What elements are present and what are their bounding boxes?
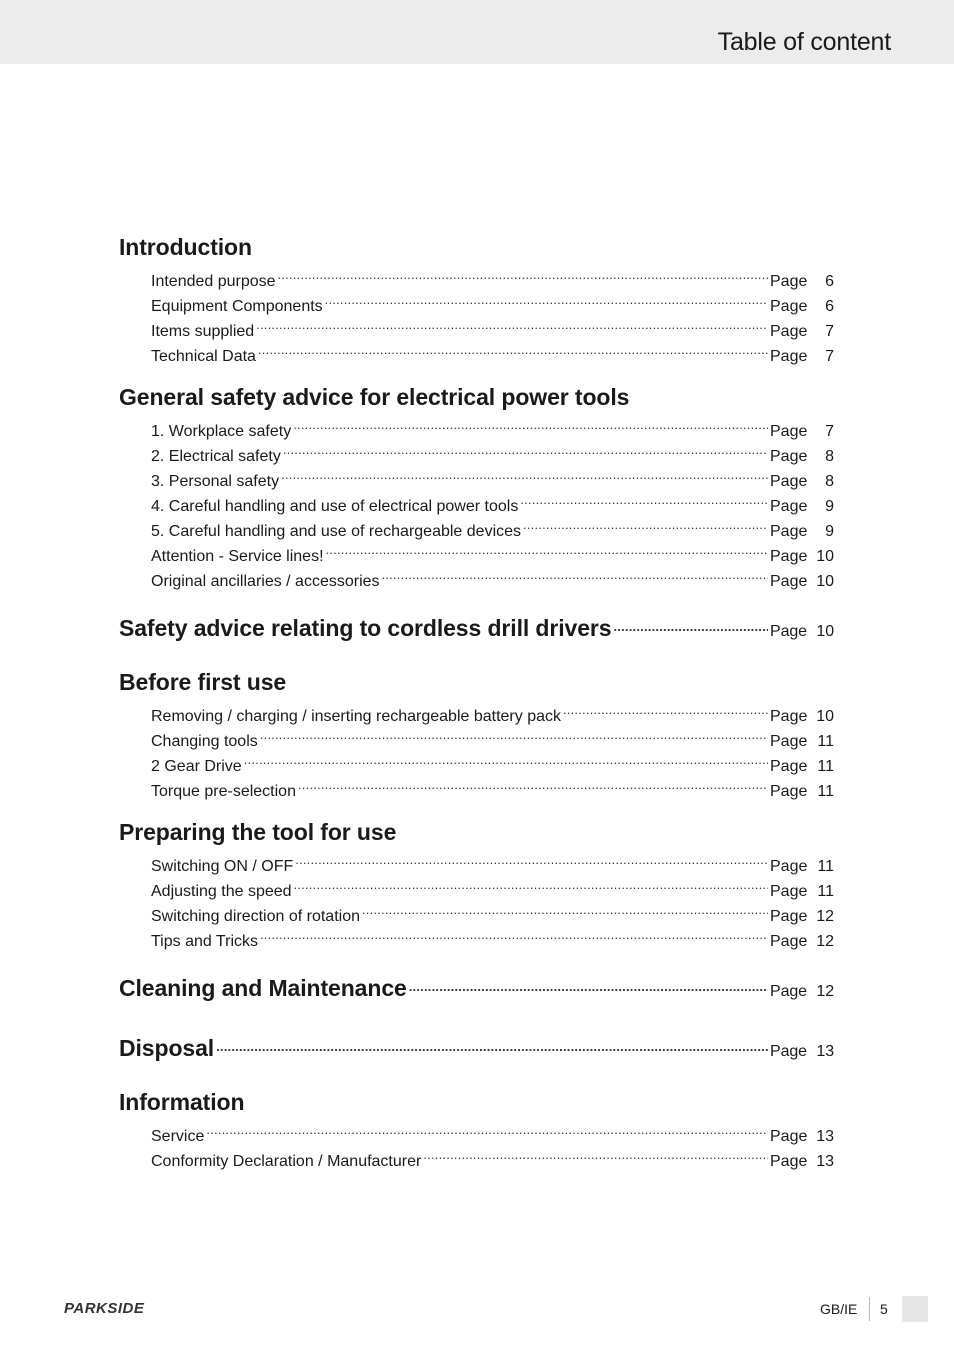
entry-label: Tips and Tricks xyxy=(151,933,258,950)
toc-section xyxy=(119,1028,834,1066)
page-ref: 8 xyxy=(825,448,834,465)
dot-leader xyxy=(409,968,768,996)
page-word: Page xyxy=(770,883,808,900)
section-spacer xyxy=(119,1006,834,1028)
section-spacer xyxy=(119,646,834,668)
region-label: GB/IE xyxy=(820,1301,858,1317)
page-word: Page xyxy=(770,758,808,775)
dot-leader xyxy=(293,411,768,436)
entry-label: 3. Personal safety xyxy=(151,473,280,490)
section-heading xyxy=(119,818,834,846)
dot-leader xyxy=(216,1028,768,1056)
section-heading-text: Preparing the tool for use xyxy=(119,819,397,845)
toc-entry[interactable] xyxy=(151,261,834,290)
dot-leader xyxy=(278,261,768,286)
entry-label: Attention - Service lines! xyxy=(151,548,324,565)
toc-entry[interactable] xyxy=(151,411,834,440)
section-heading-text: Safety advice relating to cordless drill drivers xyxy=(119,615,612,641)
toc-section xyxy=(119,968,834,1006)
entry-label: Removing / charging / inserting rechargeable battery pack xyxy=(151,708,561,725)
page-ref: 12 xyxy=(816,933,834,950)
entry-label: Switching ON / OFF xyxy=(151,858,294,875)
page-word: Page xyxy=(770,473,808,490)
section-heading-text: Before first use xyxy=(119,669,287,695)
dot-leader xyxy=(294,871,768,896)
page-ref: 13 xyxy=(816,1043,834,1060)
dot-leader xyxy=(258,336,768,361)
header-bar xyxy=(0,0,954,64)
page-ref: 11 xyxy=(817,758,834,775)
page-word: Page xyxy=(770,733,808,750)
page-word: Page xyxy=(770,1043,807,1060)
section-heading xyxy=(119,233,834,261)
entry-label: 1. Workplace safety xyxy=(151,423,292,440)
page-ref: 12 xyxy=(816,983,834,1000)
dot-leader xyxy=(206,1116,768,1141)
toc-entry[interactable] xyxy=(151,846,834,875)
page-ref: 10 xyxy=(816,573,834,590)
entry-label: 5. Careful handling and use of rechargeable devices xyxy=(151,523,522,540)
page-word: Page xyxy=(770,573,808,590)
toc-section xyxy=(119,1088,834,1170)
entry-label: Switching direction of rotation xyxy=(151,908,360,925)
page-ref: 11 xyxy=(817,783,834,800)
page-ref: 7 xyxy=(825,348,834,365)
dot-leader xyxy=(281,461,768,486)
dot-leader xyxy=(295,846,768,871)
section-heading-text: Information xyxy=(119,1089,245,1115)
page-word: Page xyxy=(770,273,808,290)
page-ref: 6 xyxy=(825,273,834,290)
entry-label: 2. Electrical safety xyxy=(151,448,281,465)
page-ref: 11 xyxy=(817,733,834,750)
toc-section xyxy=(119,818,834,950)
page-word: Page xyxy=(770,623,807,640)
toc-section xyxy=(119,233,834,365)
page-ref: 6 xyxy=(825,298,834,315)
toc-entry[interactable] xyxy=(151,1116,834,1145)
page-ref: 7 xyxy=(825,423,834,440)
page-word: Page xyxy=(770,783,808,800)
section-heading-text: Introduction xyxy=(119,234,252,260)
entry-label: Original ancillaries / accessories xyxy=(151,573,380,590)
footer-divider xyxy=(869,1297,870,1321)
page-word: Page xyxy=(770,448,808,465)
entry-label: Technical Data xyxy=(151,348,256,365)
dot-leader xyxy=(260,721,768,746)
entry-label: Conformity Declaration / Manufacturer xyxy=(151,1153,422,1170)
page-number: 5 xyxy=(880,1301,888,1317)
page-word: Page xyxy=(770,348,808,365)
page-ref: 9 xyxy=(825,523,834,540)
page-word: Page xyxy=(770,1153,808,1170)
section-heading xyxy=(119,1028,834,1066)
dot-leader xyxy=(326,536,768,561)
page-ref: 10 xyxy=(816,623,834,640)
page-word: Page xyxy=(770,908,808,925)
entry-label: Adjusting the speed xyxy=(151,883,292,900)
entry-label: Items supplied xyxy=(151,323,255,340)
toc-entry[interactable] xyxy=(151,1141,834,1170)
section-heading xyxy=(119,1088,834,1116)
dot-leader xyxy=(382,561,768,586)
page-ref: 13 xyxy=(816,1128,834,1145)
dot-leader xyxy=(260,921,768,946)
page-word: Page xyxy=(770,298,808,315)
page-word: Page xyxy=(770,523,808,540)
dot-leader xyxy=(520,486,768,511)
page-word: Page xyxy=(770,858,808,875)
footer-tab-marker xyxy=(902,1296,928,1322)
entry-label: Torque pre-selection xyxy=(151,783,296,800)
dot-leader xyxy=(613,608,768,636)
page-ref: 9 xyxy=(825,498,834,515)
toc-section xyxy=(119,383,834,590)
toc-entry[interactable] xyxy=(151,771,834,800)
toc-entry[interactable] xyxy=(151,746,834,775)
page-word: Page xyxy=(770,498,808,515)
toc-entry[interactable] xyxy=(151,696,834,725)
entry-label: Intended purpose xyxy=(151,273,276,290)
dot-leader xyxy=(325,286,768,311)
page-ref: 12 xyxy=(816,908,834,925)
page-ref: 8 xyxy=(825,473,834,490)
section-heading xyxy=(119,968,834,1006)
page-word: Page xyxy=(770,548,808,565)
section-heading-text: General safety advice for electrical power tools xyxy=(119,384,630,410)
page-title: Table of content xyxy=(717,28,891,56)
dot-leader xyxy=(283,436,768,461)
page-ref: 13 xyxy=(816,1153,834,1170)
entry-label: Service xyxy=(151,1128,205,1145)
dot-leader xyxy=(563,696,768,721)
section-heading xyxy=(119,608,834,646)
table-of-contents xyxy=(119,233,834,1170)
dot-leader xyxy=(244,746,768,771)
entry-label: Changing tools xyxy=(151,733,258,750)
page-word: Page xyxy=(770,933,808,950)
page-ref: 10 xyxy=(816,548,834,565)
page-word: Page xyxy=(770,423,808,440)
entry-label: 2 Gear Drive xyxy=(151,758,242,775)
dot-leader xyxy=(523,511,768,536)
section-heading-text: Cleaning and Maintenance xyxy=(119,975,407,1001)
entry-label: 4. Careful handling and use of electrical power tools xyxy=(151,498,519,515)
dot-leader xyxy=(362,896,768,921)
brand-logo: PARKSIDE xyxy=(64,1300,145,1317)
section-spacer xyxy=(119,1066,834,1088)
page-ref: 10 xyxy=(816,708,834,725)
entry-label: Equipment Components xyxy=(151,298,323,315)
section-heading-text: Disposal xyxy=(119,1035,215,1061)
page-ref: 7 xyxy=(825,323,834,340)
page-word: Page xyxy=(770,1128,808,1145)
dot-leader xyxy=(298,771,768,796)
toc-section xyxy=(119,668,834,800)
toc-section xyxy=(119,608,834,646)
page-word: Page xyxy=(770,708,808,725)
section-heading xyxy=(119,668,834,696)
dot-leader xyxy=(423,1141,768,1166)
page-ref: 11 xyxy=(817,883,834,900)
page-ref: 11 xyxy=(817,858,834,875)
section-heading xyxy=(119,383,834,411)
page-word: Page xyxy=(770,323,808,340)
page-word: Page xyxy=(770,983,807,1000)
dot-leader xyxy=(256,311,768,336)
